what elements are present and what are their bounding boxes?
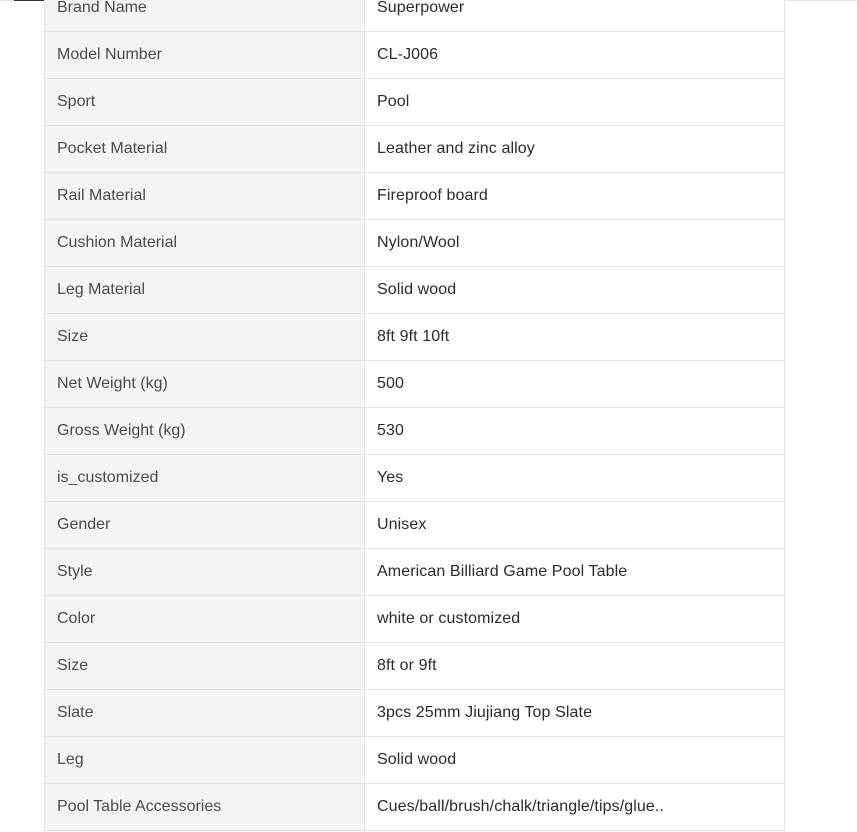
spec-label: Cushion Material bbox=[45, 220, 365, 267]
spec-label: Slate bbox=[45, 690, 365, 737]
spec-row bbox=[45, 79, 785, 126]
product-spec-table bbox=[44, 0, 785, 831]
spec-row bbox=[45, 784, 785, 831]
spec-value: Yes bbox=[365, 455, 785, 502]
spec-label: Sport bbox=[45, 79, 365, 126]
spec-value: white or customized bbox=[365, 596, 785, 643]
spec-value: 530 bbox=[365, 408, 785, 455]
spec-value: CL-J006 bbox=[365, 32, 785, 79]
spec-row bbox=[45, 737, 785, 784]
spec-label: Net Weight (kg) bbox=[45, 361, 365, 408]
spec-value: Nylon/Wool bbox=[365, 220, 785, 267]
spec-value: Superpower bbox=[365, 0, 785, 32]
spec-row bbox=[45, 32, 785, 79]
spec-row bbox=[45, 690, 785, 737]
spec-row bbox=[45, 455, 785, 502]
spec-label: Pocket Material bbox=[45, 126, 365, 173]
spec-value: American Billiard Game Pool Table bbox=[365, 549, 785, 596]
spec-label: Pool Table Accessories bbox=[45, 784, 365, 831]
spec-row bbox=[45, 502, 785, 549]
spec-row bbox=[45, 314, 785, 361]
spec-row bbox=[45, 0, 785, 32]
spec-label: Style bbox=[45, 549, 365, 596]
spec-label: Leg Material bbox=[45, 267, 365, 314]
spec-label: Size bbox=[45, 643, 365, 690]
spec-table-body bbox=[45, 0, 785, 831]
spec-label: Gross Weight (kg) bbox=[45, 408, 365, 455]
spec-row bbox=[45, 267, 785, 314]
spec-row bbox=[45, 173, 785, 220]
spec-value: Cues/ball/brush/chalk/triangle/tips/glue.. bbox=[365, 784, 785, 831]
spec-row bbox=[45, 361, 785, 408]
spec-value: Leather and zinc alloy bbox=[365, 126, 785, 173]
spec-value: Fireproof board bbox=[365, 173, 785, 220]
spec-value: 3pcs 25mm Jiujiang Top Slate bbox=[365, 690, 785, 737]
spec-row bbox=[45, 643, 785, 690]
spec-value: 500 bbox=[365, 361, 785, 408]
spec-row bbox=[45, 549, 785, 596]
spec-value: 8ft 9ft 10ft bbox=[365, 314, 785, 361]
spec-label: Model Number bbox=[45, 32, 365, 79]
spec-value: Unisex bbox=[365, 502, 785, 549]
spec-value: Solid wood bbox=[365, 267, 785, 314]
spec-value: 8ft or 9ft bbox=[365, 643, 785, 690]
spec-label: Rail Material bbox=[45, 173, 365, 220]
spec-label: Leg bbox=[45, 737, 365, 784]
spec-label: Brand Name bbox=[45, 0, 365, 32]
spec-label: Size bbox=[45, 314, 365, 361]
spec-row bbox=[45, 220, 785, 267]
spec-label: Color bbox=[45, 596, 365, 643]
spec-row bbox=[45, 408, 785, 455]
spec-label: Gender bbox=[45, 502, 365, 549]
spec-value: Solid wood bbox=[365, 737, 785, 784]
spec-row bbox=[45, 126, 785, 173]
spec-row bbox=[45, 596, 785, 643]
spec-label: is_customized bbox=[45, 455, 365, 502]
spec-value: Pool bbox=[365, 79, 785, 126]
